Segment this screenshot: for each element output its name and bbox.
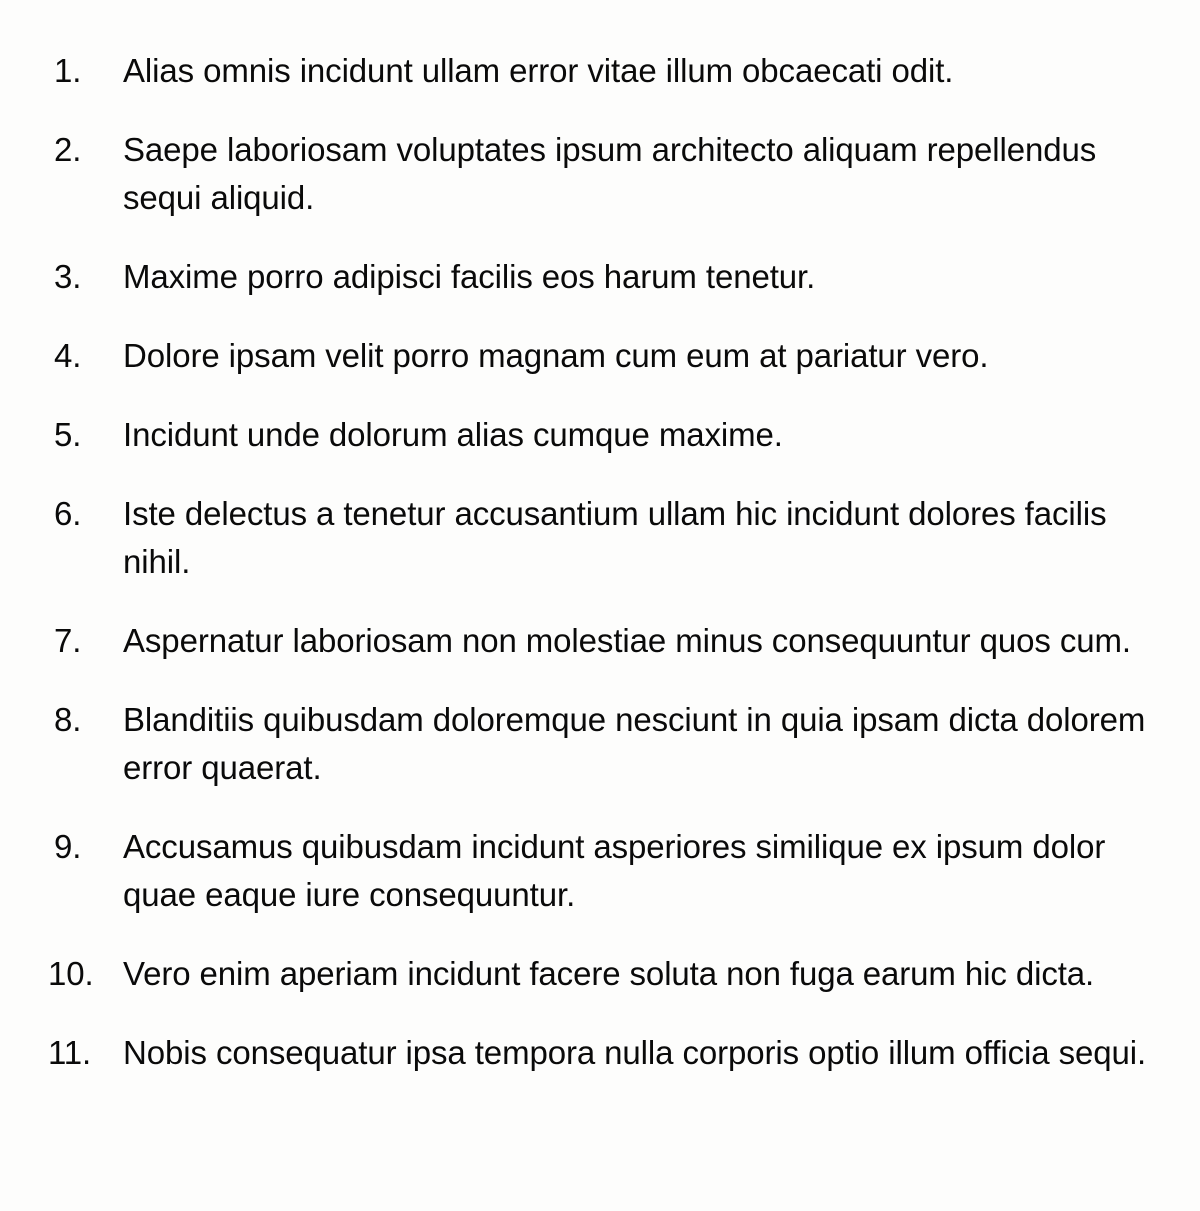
list-item-number: 1. bbox=[54, 52, 82, 89]
list-item-number: 10. bbox=[48, 955, 94, 992]
list-item-number: 8. bbox=[54, 701, 82, 738]
list-item-text: Accusamus quibusdam incidunt asperiores similique ex ipsum dolor quae eaque iure consequuntur. bbox=[123, 828, 1106, 913]
list-item-text: Vero enim aperiam incidunt facere soluta non fuga earum hic dicta. bbox=[123, 955, 1095, 992]
list-item-number: 6. bbox=[54, 495, 82, 532]
list-item bbox=[36, 47, 1148, 95]
list-item-text: Saepe laboriosam voluptates ipsum architecto aliquam repellendus sequi aliquid. bbox=[123, 131, 1097, 216]
list-item-number: 9. bbox=[54, 828, 82, 865]
list-item-text: Alias omnis incidunt ullam error vitae illum obcaecati odit. bbox=[123, 52, 954, 89]
list-item-text: Maxime porro adipisci facilis eos harum tenetur. bbox=[123, 258, 816, 295]
list-item-text: Aspernatur laboriosam non molestiae minus consequuntur quos cum. bbox=[123, 622, 1131, 659]
list-item-number: 5. bbox=[54, 416, 82, 453]
list-item-number: 7. bbox=[54, 622, 82, 659]
list-item bbox=[36, 490, 1148, 586]
list-item-number: 2. bbox=[54, 131, 82, 168]
list-item-number: 11. bbox=[48, 1034, 92, 1071]
list-item-text: Incidunt unde dolorum alias cumque maxime. bbox=[123, 416, 783, 453]
list-item bbox=[36, 126, 1148, 222]
list-item-text: Dolore ipsam velit porro magnam cum eum at pariatur vero. bbox=[123, 337, 989, 374]
list-item bbox=[36, 823, 1148, 919]
list-item bbox=[36, 1029, 1148, 1077]
list-item-number: 3. bbox=[54, 258, 82, 295]
list-item bbox=[36, 253, 1148, 301]
ordered-list bbox=[36, 47, 1148, 1077]
list-item-text: Iste delectus a tenetur accusantium ullam hic incidunt dolores facilis nihil. bbox=[123, 495, 1107, 580]
list-item bbox=[36, 332, 1148, 380]
list-item-text: Blanditiis quibusdam doloremque nesciunt in quia ipsam dicta dolorem error quaerat. bbox=[123, 701, 1146, 786]
list-item bbox=[36, 617, 1148, 665]
list-item bbox=[36, 696, 1148, 792]
list-item-text: Nobis consequatur ipsa tempora nulla corporis optio illum officia sequi. bbox=[123, 1034, 1147, 1071]
list-item bbox=[36, 411, 1148, 459]
list-item-number: 4. bbox=[54, 337, 82, 374]
list-item bbox=[36, 950, 1148, 998]
